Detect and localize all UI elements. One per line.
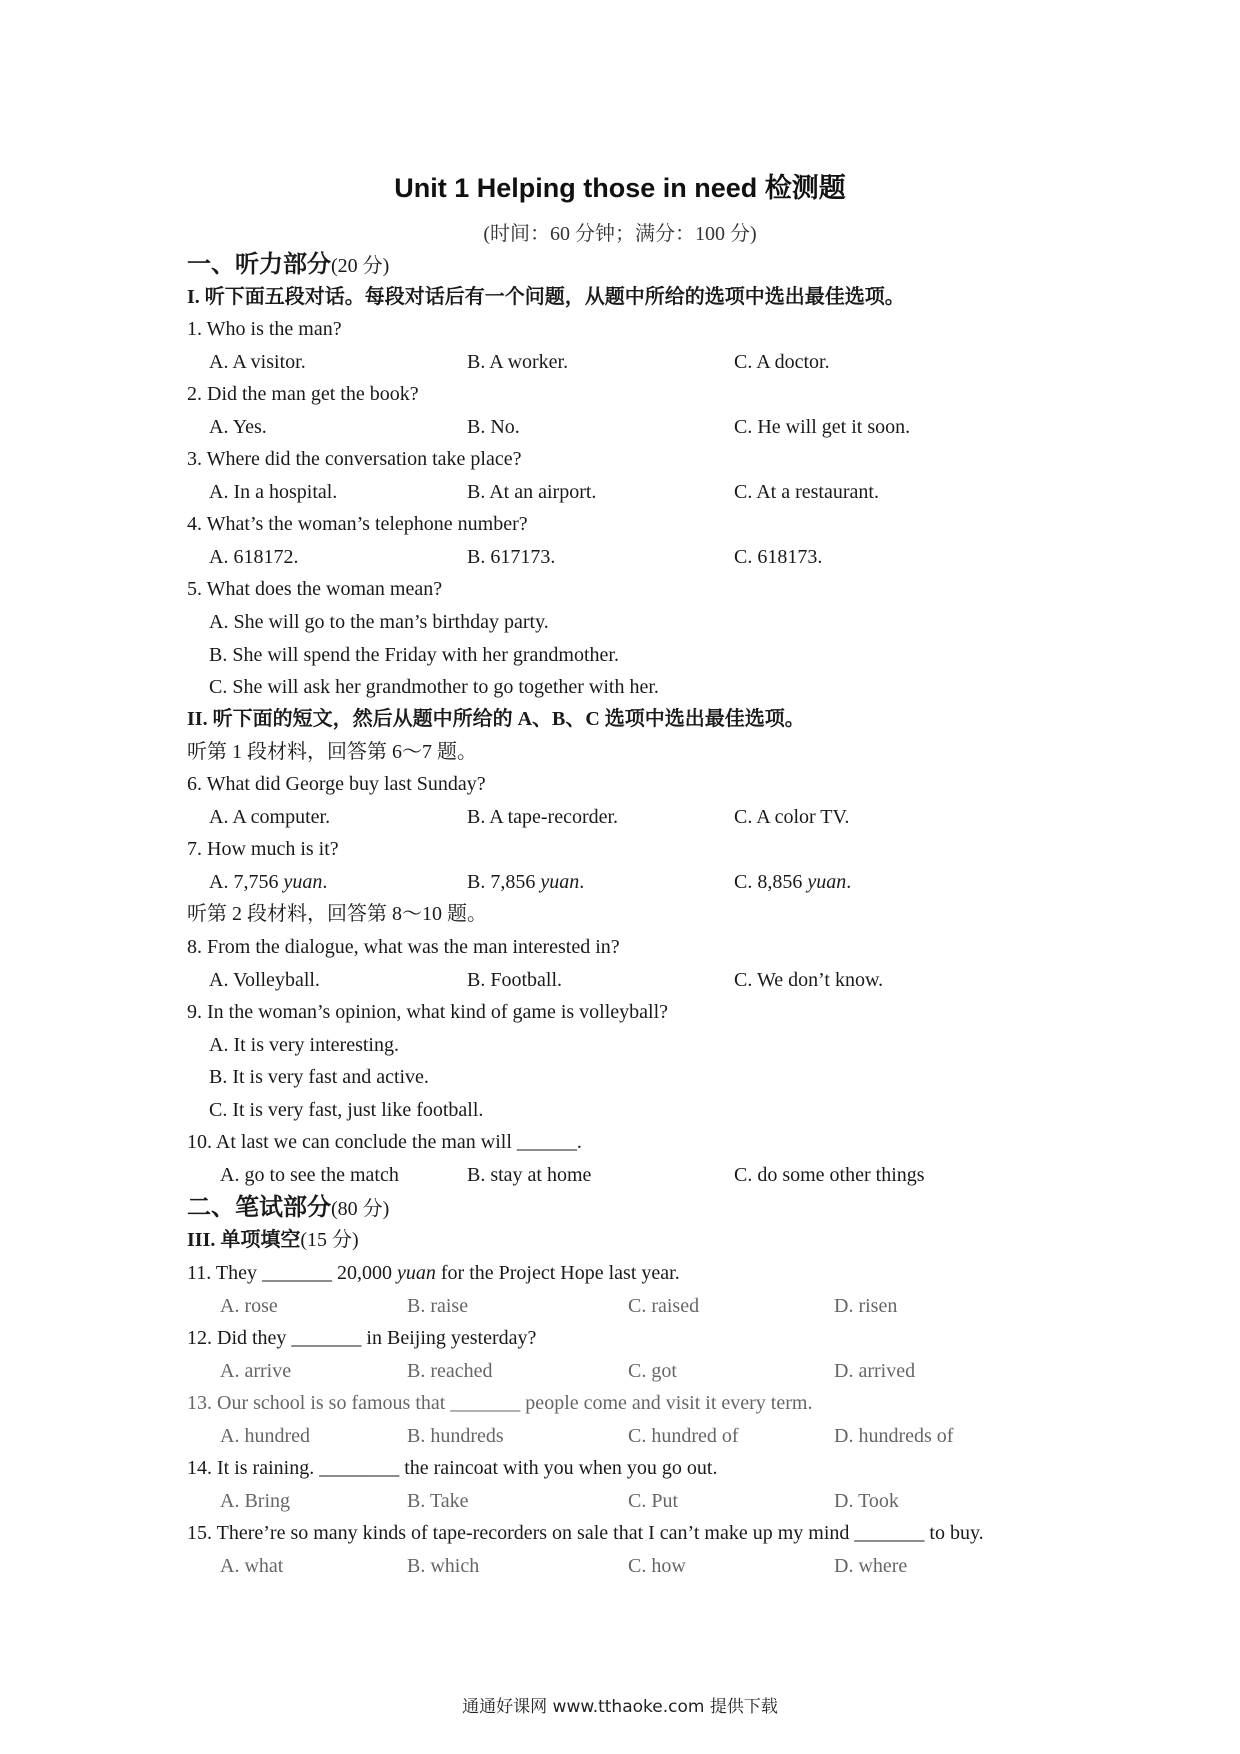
option-a: A. what xyxy=(220,1555,284,1577)
question-text: 13. Our school is so famous that _______ people come and visit it every term. xyxy=(187,1392,813,1414)
option-c: C. got xyxy=(628,1360,677,1382)
option-b: B. Football. xyxy=(467,969,563,991)
option-b: B. At an airport. xyxy=(467,481,597,503)
question-text: 5. What does the woman mean? xyxy=(187,578,443,600)
section-writing-heading xyxy=(187,1195,389,1221)
option-d: D. risen xyxy=(834,1295,898,1317)
option-b: B. raise xyxy=(407,1295,469,1317)
section-points: (80 分) xyxy=(331,1198,390,1220)
question-text: 3. Where did the conversation take place? xyxy=(187,448,522,470)
page-title: Unit 1 Helping those in need 检测题 xyxy=(394,173,846,203)
option-b: B. A worker. xyxy=(467,351,569,373)
option-a: A. Bring xyxy=(220,1490,290,1512)
part-points: (15 分) xyxy=(300,1229,359,1251)
question-text: 11. They _______ 20,000 yuan for the Project Hope last year. xyxy=(187,1262,680,1284)
question-text: 14. It is raining. ________ the raincoat with you when you go out. xyxy=(187,1457,718,1479)
question-text: 10. At last we can conclude the man will ______. xyxy=(187,1131,582,1153)
part-1-instructions: I. 听下面五段对话。每段对话后有一个问题，从题中所给的选项中选出最佳选项。 xyxy=(187,286,905,308)
option-b: B. Take xyxy=(407,1490,469,1512)
option-b: B. It is very fast and active. xyxy=(209,1066,429,1088)
option-b: B. stay at home xyxy=(467,1164,592,1186)
option-c: C. She will ask her grandmother to go together with her. xyxy=(209,676,659,698)
question-text: 8. From the dialogue, what was the man interested in? xyxy=(187,936,620,958)
question-text: 4. What’s the woman’s telephone number? xyxy=(187,513,528,535)
question-text: 7. How much is it? xyxy=(187,838,339,860)
option-a: A. rose xyxy=(220,1295,278,1317)
question-text: 9. In the woman’s opinion, what kind of game is volleyball? xyxy=(187,1001,669,1023)
part-2-instructions: II. 听下面的短文，然后从题中所给的 A、B、C 选项中选出最佳选项。 xyxy=(187,708,805,730)
question-text: 15. There’re so many kinds of tape-recorders on sale that I can’t make up my mind _______ to buy. xyxy=(187,1522,984,1544)
section-label: 二、笔试部分 xyxy=(187,1193,331,1221)
option-c: C. A color TV. xyxy=(734,806,850,828)
option-b: B. A tape-recorder. xyxy=(467,806,619,828)
option-b: B. She will spend the Friday with her grandmother. xyxy=(209,644,619,666)
option-b: B. No. xyxy=(467,416,520,438)
option-d: D. hundreds of xyxy=(834,1425,954,1447)
option-b: B. hundreds xyxy=(407,1425,504,1447)
section-points: (20 分) xyxy=(331,255,390,277)
option-c: C. At a restaurant. xyxy=(734,481,879,503)
option-a: A. hundred xyxy=(220,1425,310,1447)
section-listening-heading xyxy=(187,252,389,278)
question-text: 12. Did they _______ in Beijing yesterday? xyxy=(187,1327,537,1349)
option-c: C. He will get it soon. xyxy=(734,416,911,438)
option-c: C. 8,856 yuan. xyxy=(734,871,852,893)
option-c: C. do some other things xyxy=(734,1164,925,1186)
option-d: D. arrived xyxy=(834,1360,916,1382)
option-a: A. Yes. xyxy=(209,416,267,438)
option-b: B. 7,856 yuan. xyxy=(467,871,585,893)
option-c: C. 618173. xyxy=(734,546,823,568)
section-label: 一、听力部分 xyxy=(187,250,331,278)
option-c: C. Put xyxy=(628,1490,679,1512)
part-3-heading xyxy=(187,1228,359,1252)
page-subtitle: (时间：60 分钟；满分：100 分) xyxy=(483,223,757,245)
option-a: A. 618172. xyxy=(209,546,299,568)
question-text: 6. What did George buy last Sunday? xyxy=(187,773,486,795)
option-a: A. A visitor. xyxy=(209,351,306,373)
option-c: C. raised xyxy=(628,1295,700,1317)
option-a: A. A computer. xyxy=(209,806,331,828)
option-a: A. Volleyball. xyxy=(209,969,320,991)
option-a: A. She will go to the man’s birthday party. xyxy=(209,611,549,633)
option-b: B. reached xyxy=(407,1360,493,1382)
question-text: 1. Who is the man? xyxy=(187,318,342,340)
option-b: B. 617173. xyxy=(467,546,556,568)
material-2-instructions: 听第 2 段材料，回答第 8～10 题。 xyxy=(187,903,487,925)
page-footer: 通通好课网 www.tthaoke.com 提供下载 xyxy=(462,1697,778,1717)
question-text: 2. Did the man get the book? xyxy=(187,383,419,405)
option-a: A. It is very interesting. xyxy=(209,1034,399,1056)
option-c: C. It is very fast, just like football. xyxy=(209,1099,484,1121)
option-c: C. hundred of xyxy=(628,1425,739,1447)
option-a: A. go to see the match xyxy=(220,1164,399,1186)
option-a: A. 7,756 yuan. xyxy=(209,871,328,893)
part-label: III. 单项填空 xyxy=(187,1229,301,1251)
material-1-instructions: 听第 1 段材料，回答第 6～7 题。 xyxy=(187,741,477,763)
option-b: B. which xyxy=(407,1555,480,1577)
option-c: C. A doctor. xyxy=(734,351,830,373)
option-c: C. how xyxy=(628,1555,686,1577)
option-a: A. arrive xyxy=(220,1360,292,1382)
option-c: C. We don’t know. xyxy=(734,969,884,991)
option-d: D. Took xyxy=(834,1490,899,1512)
option-d: D. where xyxy=(834,1555,908,1577)
option-a: A. In a hospital. xyxy=(209,481,338,503)
